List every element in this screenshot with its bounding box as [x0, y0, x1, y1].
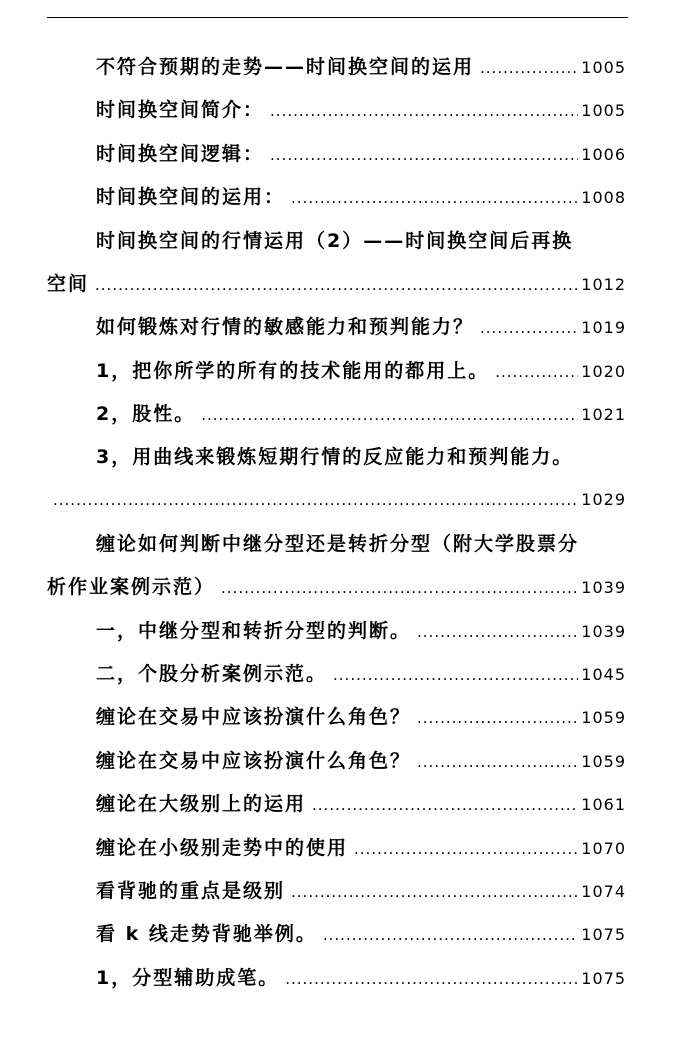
leader-dots — [323, 922, 578, 948]
toc-entry-title: 缠论在交易中应该扮演什么角色？ — [96, 706, 412, 728]
toc-entry[interactable] — [96, 835, 626, 862]
toc-entry-page: 1005 — [581, 101, 626, 120]
toc-entry-title: 缠论如何判断中继分型还是转折分型（附大学股票分 — [96, 533, 580, 555]
toc-entry-title: 如何锻炼对行情的敏感能力和预判能力？ — [96, 316, 475, 338]
toc-entry[interactable] — [96, 618, 626, 645]
header-rule — [47, 17, 628, 18]
leader-dots — [270, 142, 578, 168]
toc-entry[interactable] — [96, 54, 626, 81]
toc-entry-first-line[interactable] — [96, 444, 626, 470]
toc-entry-title: 看 k 线走势背驰举例。 — [96, 923, 317, 945]
leader-dots — [354, 836, 578, 862]
toc-entry-page: 1075 — [581, 969, 626, 988]
toc-entry[interactable] — [96, 878, 626, 905]
leader-dots — [480, 55, 578, 81]
leader-dots — [270, 98, 578, 124]
toc-entry-title: 看背驰的重点是级别 — [96, 880, 286, 902]
toc-entry[interactable] — [96, 921, 626, 948]
leader-dots — [417, 749, 578, 775]
toc-entry-title: 时间换空间逻辑： — [96, 143, 265, 165]
toc-entry-page: 1061 — [581, 795, 626, 814]
toc-entry[interactable] — [96, 965, 626, 992]
toc-entry-title: 一，中继分型和转折分型的判断。 — [96, 620, 412, 642]
leader-dots — [201, 402, 578, 428]
toc-entry-title: 1，把你所学的所有的技术能用的都用上。 — [96, 360, 490, 382]
toc-entry[interactable] — [96, 748, 626, 775]
leader-dots — [221, 575, 578, 601]
leader-dots — [480, 315, 578, 341]
toc-entry-page: 1012 — [581, 275, 626, 294]
toc-entry-page: 1006 — [581, 145, 626, 164]
toc-entry-title: 缠论在交易中应该扮演什么角色？ — [96, 750, 412, 772]
toc-entry[interactable] — [96, 661, 626, 688]
toc-entry-page: 1008 — [581, 188, 626, 207]
leader-dots — [495, 359, 578, 385]
leader-dots — [95, 272, 578, 298]
leader-dots — [333, 662, 578, 688]
leader-dots — [53, 487, 578, 513]
toc-entry-page: 1039 — [581, 622, 626, 641]
toc-entry-page: 1029 — [581, 490, 626, 509]
toc-entry-title: 3，用曲线来锻炼短期行情的反应能力和预判能力。 — [96, 446, 574, 468]
toc-entry-title: 2，股性。 — [96, 403, 196, 425]
toc-entry-title-cont: 析作业案例示范） — [47, 576, 216, 598]
toc-entry-title: 时间换空间的运用： — [96, 186, 286, 208]
toc-entry-first-line[interactable] — [96, 228, 626, 254]
toc-entry-title: 不符合预期的走势——时间换空间的运用 — [96, 56, 475, 78]
toc-entry[interactable] — [96, 97, 626, 124]
toc-entry[interactable] — [96, 141, 626, 168]
toc-entry-page: 1075 — [581, 925, 626, 944]
toc-entry-title: 缠论在小级别走势中的使用 — [96, 837, 349, 859]
leader-dots — [285, 966, 578, 992]
toc-entry[interactable] — [96, 704, 626, 731]
toc-entry-first-line[interactable] — [96, 531, 626, 557]
toc-entry-title: 二，个股分析案例示范。 — [96, 663, 328, 685]
toc-entry-page: 1070 — [581, 839, 626, 858]
toc-entry-page: 1059 — [581, 752, 626, 771]
toc-entry[interactable] — [96, 401, 626, 428]
leader-dots — [417, 705, 578, 731]
toc-entry-continuation[interactable] — [47, 271, 626, 298]
toc-entry-page: 1059 — [581, 708, 626, 727]
toc-entry-continuation[interactable] — [47, 574, 626, 601]
toc-entry[interactable] — [96, 184, 626, 211]
leader-dots — [312, 792, 578, 818]
toc-entry-page: 1020 — [581, 362, 626, 381]
leader-dots — [291, 185, 578, 211]
toc-entry-page: 1039 — [581, 578, 626, 597]
toc-entry[interactable] — [96, 358, 626, 385]
toc-entry[interactable] — [96, 791, 626, 818]
toc-entry-page: 1021 — [581, 405, 626, 424]
leader-dots — [417, 619, 578, 645]
toc-entry[interactable] — [96, 314, 626, 341]
toc-entry-title-cont: 空间 — [47, 273, 90, 295]
toc-entry-page: 1019 — [581, 318, 626, 337]
toc-entry-title: 时间换空间的行情运用（2）——时间换空间后再换 — [96, 230, 574, 252]
toc-entry-title: 时间换空间简介： — [96, 99, 265, 121]
toc-entry-page: 1074 — [581, 882, 626, 901]
toc-entry-continuation[interactable] — [47, 487, 626, 513]
toc-entry-page: 1005 — [581, 58, 626, 77]
toc-entry-page: 1045 — [581, 665, 626, 684]
toc-entry-title: 缠论在大级别上的运用 — [96, 793, 307, 815]
leader-dots — [291, 879, 578, 905]
toc-entry-title: 1，分型辅助成笔。 — [96, 967, 280, 989]
